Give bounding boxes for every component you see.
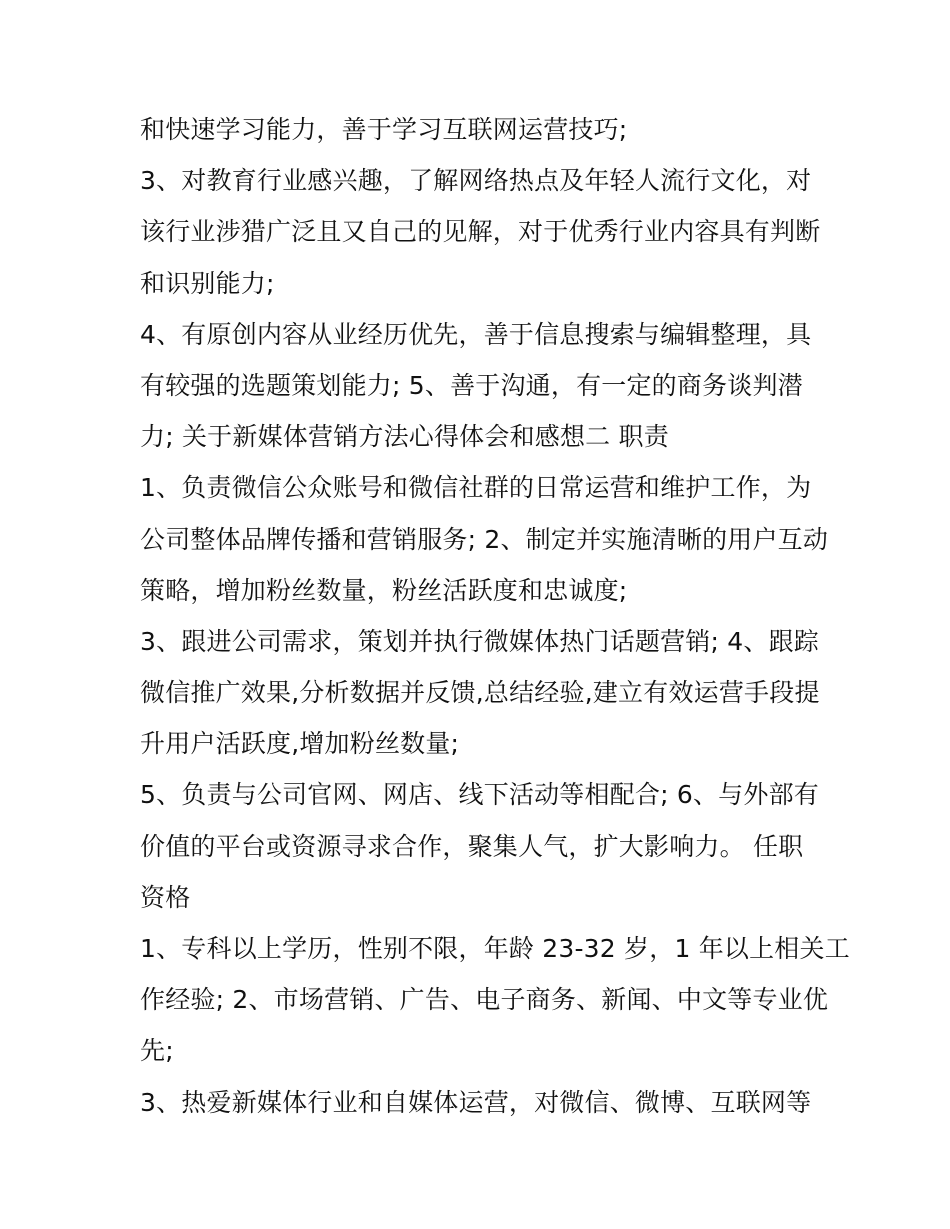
text-line: 升用户活跃度,增加粉丝数量;	[140, 729, 460, 759]
text-line: 公司整体品牌传播和营销服务; 2、制定并实施清晰的用户互动	[140, 524, 829, 554]
text-line: 策略，增加粉丝数量，粉丝活跃度和忠诚度;	[140, 575, 628, 605]
text-line: 作经验; 2、市场营销、广告、电子商务、新闻、中文等专业优	[140, 985, 829, 1015]
text-line: 力; 关于新媒体营销方法心得体会和感想二 职责	[140, 422, 669, 452]
text-line: 先;	[140, 1036, 174, 1066]
text-line: 价值的平台或资源寻求合作，聚集人气，扩大影响力。 任职	[140, 831, 804, 861]
document-body	[140, 104, 850, 1128]
text-line: 资格	[140, 882, 191, 912]
text-line: 和识别能力;	[140, 268, 275, 298]
text-line: 3、热爱新媒体行业和自媒体运营，对微信、微博、互联网等	[140, 1087, 812, 1117]
text-line: 1、负责微信公众账号和微信社群的日常运营和维护工作，为	[140, 473, 812, 503]
text-line: 5、负责与公司官网、网店、线下活动等相配合; 6、与外部有	[140, 780, 819, 810]
text-line: 有较强的选题策划能力; 5、善于沟通，有一定的商务谈判潜	[140, 370, 803, 400]
text-line: 和快速学习能力，善于学习互联网运营技巧;	[140, 115, 628, 144]
text-line: 3、跟进公司需求，策划并执行微媒体热门话题营销; 4、跟踪	[140, 626, 819, 656]
text-line: 4、有原创内容从业经历优先，善于信息搜索与编辑整理，具	[140, 319, 812, 349]
text-line: 该行业涉猎广泛且又自己的见解，对于优秀行业内容具有判断	[140, 217, 821, 247]
text-line: 3、对教育行业感兴趣，了解网络热点及年轻人流行文化，对	[140, 166, 812, 196]
text-line: 1、专科以上学历，性别不限，年龄 23-32 岁，1 年以上相关工	[140, 934, 850, 963]
text-line: 微信推广效果,分析数据并反馈,总结经验,建立有效运营手段提	[140, 678, 820, 708]
